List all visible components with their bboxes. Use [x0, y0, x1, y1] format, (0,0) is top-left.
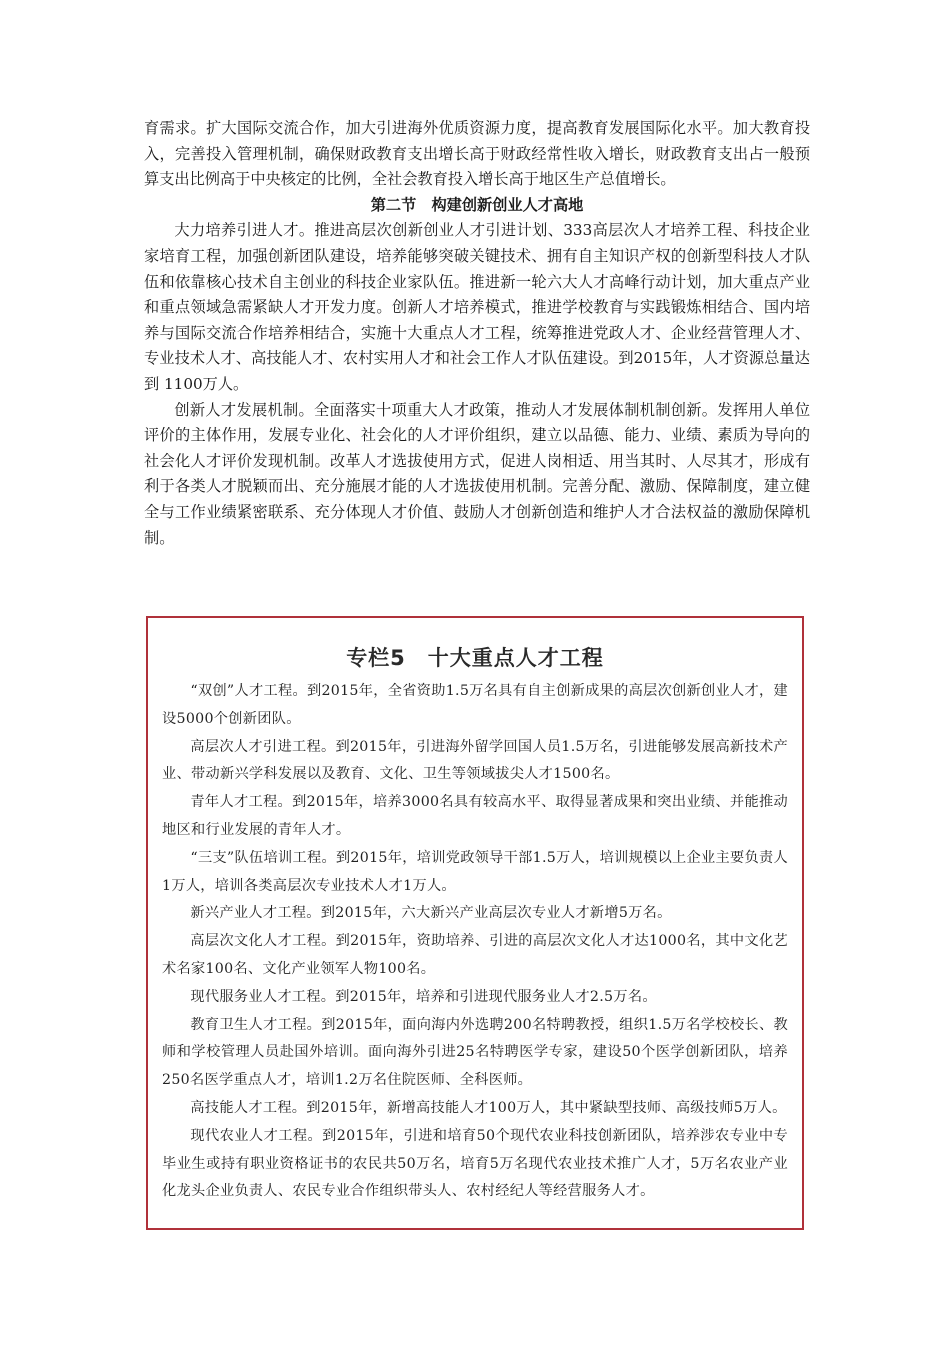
- intro-paragraph: 育需求。扩大国际交流合作，加大引进海外优质资源力度，提高教育发展国际化水平。加大教育投入，完善投入管理机制，确保财政教育支出增长高于财政经常性收入增长，财政教育支出占一般预算支出比例高于中央核定的比例，全社会教育投入增长高于地区生产总值增长。: [144, 119, 810, 189]
- body-text: [144, 116, 810, 551]
- sidebar-box-talent-projects: [146, 616, 804, 1230]
- box-item: 现代农业人才工程。到2015年，引进和培育50个现代农业科技创新团队，培养涉农专业中专毕业生或持有职业资格证书的农民共50万名，培育5万名现代农业技术推广人才，5万名农业产业化龙头企业负责人、农民专业合作组织带头人、农村经纪人等经营服务人才。: [162, 1127, 788, 1200]
- box-item: 高技能人才工程。到2015年，新增高技能人才100万人，其中紧缺型技师、高级技师5万人。: [190, 1099, 787, 1116]
- box-item: 高层次人才引进工程。到2015年，引进海外留学回国人员1.5万名，引进能够发展高新技术产业、带动新兴学科发展以及教育、文化、卫生等领域拔尖人才1500名。: [162, 738, 788, 783]
- box-item: “双创”人才工程。到2015年，全省资助1.5万名具有自主创新成果的高层次创新创业人才，建设5000个创新团队。: [162, 683, 788, 727]
- box-item: 教育卫生人才工程。到2015年，面向海内外选聘200名特聘教授，组织1.5万名学校校长、教师和学校管理人员赴国外培训。面向海外引进25名特聘医学专家，建设50个医学创新团队，培养250名医学重点人才，培训1.2万名住院医师、全科医师。: [162, 1016, 788, 1089]
- box-item: 高层次文化人才工程。到2015年，资助培养、引进的高层次文化人才达1000名，其中文化艺术名家100名、文化产业领军人物100名。: [162, 933, 788, 977]
- box-item: “三支”队伍培训工程。到2015年，培训党政领导干部1.5万人，培训规模以上企业主要负责人1万人，培训各类高层次专业技术人才1万人。: [162, 849, 788, 894]
- box-item: 新兴产业人才工程。到2015年，六大新兴产业高层次专业人才新增5万名。: [190, 905, 672, 922]
- box-title: 专栏5 十大重点人才工程: [346, 646, 604, 670]
- paragraph-talent-cultivation: 大力培养引进人才。推进高层次创新创业人才引进计划、333高层次人才培养工程、科技企业家培育工程，加强创新团队建设，培养能够突破关键技术、拥有自主知识产权的创新型科技人才队伍和依靠核心技术自主创业的科技企业家队伍。推进新一轮六大人才高峰行动计划，加大重点产业和重点领域急需紧缺人才开发力度。创新人才培养模式，推进学校教育与实践锻炼相结合、国内培养与国际交流合作培养相结合，实施十大重点人才工程，统筹推进党政人才、企业经营管理人才、专业技术人才、高技能人才、农村实用人才和社会工作人才队伍建设。到2015年，人才资源总量达到 1100万人。: [144, 221, 810, 393]
- paragraph-talent-mechanism: 创新人才发展机制。全面落实十项重大人才政策，推动人才发展体制机制创新。发挥用人单位评价的主体作用，发展专业化、社会化的人才评价组织，建立以品德、能力、业绩、素质为导向的社会化人才评价发现机制。改革人才选拔使用方式，促进人岗相适、用当其时、人尽其才，形成有利于各类人才脱颖而出、充分施展才能的人才选拔使用机制。完善分配、激励、保障制度，建立健全与工作业绩紧密联系、充分体现人才价值、鼓励人才创新创造和维护人才合法权益的激励保障机制。: [144, 400, 810, 547]
- box-item: 青年人才工程。到2015年，培养3000名具有较高水平、取得显著成果和突出业绩、并能推动地区和行业发展的青年人才。: [162, 794, 788, 838]
- box-item: 现代服务业人才工程。到2015年，培养和引进现代服务业人才2.5万名。: [190, 988, 657, 1005]
- section-heading: 第二节 构建创新创业人才高地: [370, 195, 584, 214]
